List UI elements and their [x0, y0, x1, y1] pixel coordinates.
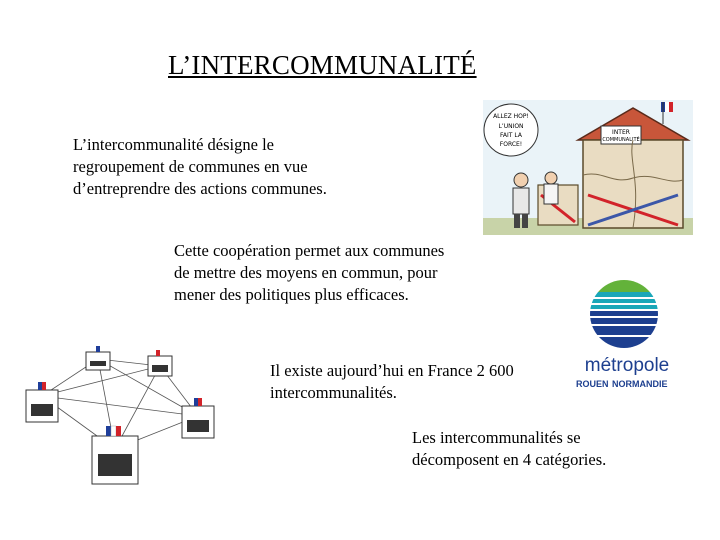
sign-line-1: INTER	[612, 129, 630, 136]
town-hall-icon	[148, 350, 172, 376]
paragraph-categories: Les intercommunalités se décomposent en 4 catégories.	[412, 428, 607, 469]
metropole-rouen-logo	[572, 278, 682, 393]
sign-line-2: COMMUNALITÉ	[602, 137, 640, 143]
town-hall-icon	[182, 398, 214, 438]
paragraph-definition: L’intercommunalité désigne le regroupement de communes en vue d’entreprendre des actions communes.	[73, 135, 327, 198]
bubble-line-3: FAIT LA	[500, 132, 522, 139]
logo-sub-right: NORMANDIE	[612, 379, 668, 389]
town-hall-icon	[26, 382, 58, 422]
logo-word: métropole	[584, 355, 670, 376]
town-hall-icon	[86, 346, 110, 370]
paragraph-cooperation: Cette coopération permet aux communes de mettre des moyens en commun, pour mener des politiques plus efficaces.	[174, 241, 445, 304]
paragraph-count: Il existe aujourd’hui en France 2 600 intercommunalités.	[270, 361, 514, 402]
town-hall-icon	[92, 426, 138, 484]
bubble-line-2: L’UNION	[498, 123, 524, 130]
logo-sub-left: ROUEN	[576, 379, 609, 389]
bubble-line-4: FORCE!	[499, 141, 523, 148]
town-hall-network	[20, 344, 230, 492]
bubble-line-1: ALLEZ HOP!	[493, 113, 529, 120]
intercommunality-cartoon	[483, 100, 693, 235]
slide-title: L’INTERCOMMUNALITÉ	[168, 50, 477, 80]
